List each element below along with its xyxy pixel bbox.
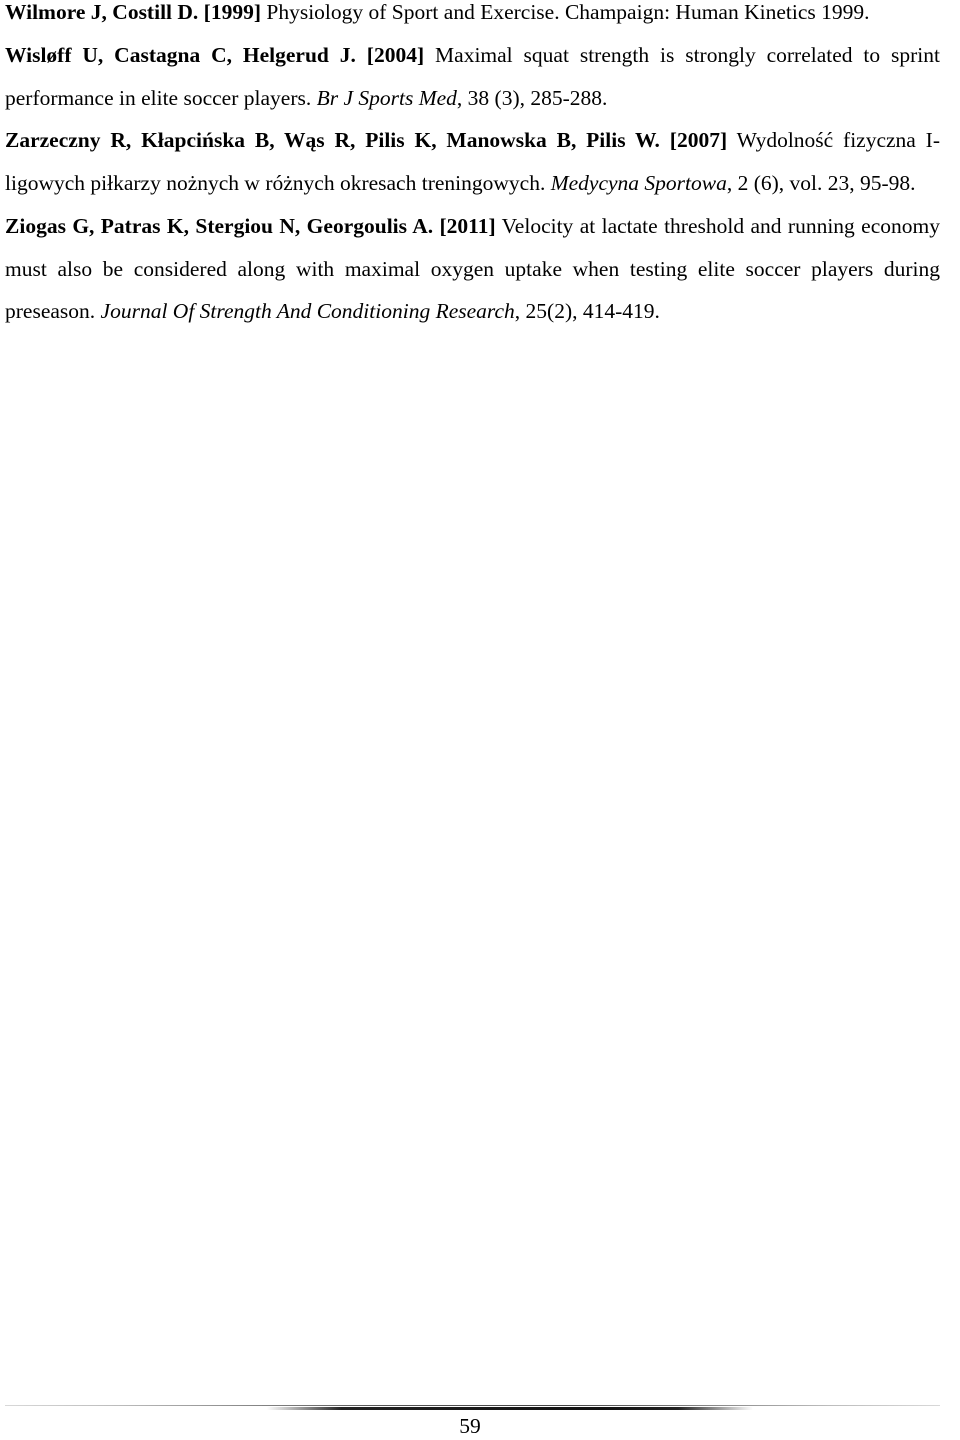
reference-authors: Ziogas G, Patras K, Stergiou N, Georgoulis A. <box>5 213 434 238</box>
reference-year: [2011] <box>439 213 496 238</box>
footer-divider <box>5 1405 940 1409</box>
reference-title: Wydolność fizyczna I-ligowych piłkarzy nożnych w różnych okresach treningowych. <box>5 128 940 195</box>
reference-authors: Wisløff U, Castagna C, Helgerud J. <box>5 42 356 67</box>
reference-title: Physiology of Sport and Exercise. Champaign: Human Kinetics 1999. <box>266 0 870 24</box>
page-number: 59 <box>459 1414 481 1438</box>
reference-details: , 25(2), 414-419. <box>514 299 660 324</box>
reference-list <box>5 0 940 333</box>
footer-divider-thin-line <box>5 1405 940 1406</box>
reference-entry <box>5 119 940 205</box>
reference-entry <box>5 0 940 34</box>
reference-authors: Wilmore J, Costill D. <box>5 0 199 24</box>
reference-year: [2004] <box>366 42 425 67</box>
reference-year: [1999] <box>203 0 261 24</box>
reference-entry <box>5 34 940 120</box>
reference-authors: Zarzeczny R, Kłapcińska B, Wąs R, Pilis K, Manowska B, Pilis W. <box>5 128 660 153</box>
reference-details: , 2 (6), vol. 23, 95-98. <box>726 171 916 195</box>
reference-title: Velocity at lactate threshold and running economy must also be considered along with maximal oxygen uptake when testing elite soccer players during preseason. <box>5 213 940 324</box>
reference-details: , 38 (3), 285-288. <box>456 85 608 110</box>
reference-journal: Journal Of Strength And Conditioning Research <box>100 299 515 324</box>
footer-divider-thick-line <box>5 1407 940 1410</box>
reference-title: Maximal squat strength is strongly correlated to sprint performance in elite soccer players. <box>5 42 941 110</box>
reference-journal: Medycyna Sportowa <box>550 171 727 195</box>
reference-entry <box>5 205 940 333</box>
reference-journal: Br J Sports Med <box>316 85 457 110</box>
reference-year: [2007] <box>669 128 728 153</box>
